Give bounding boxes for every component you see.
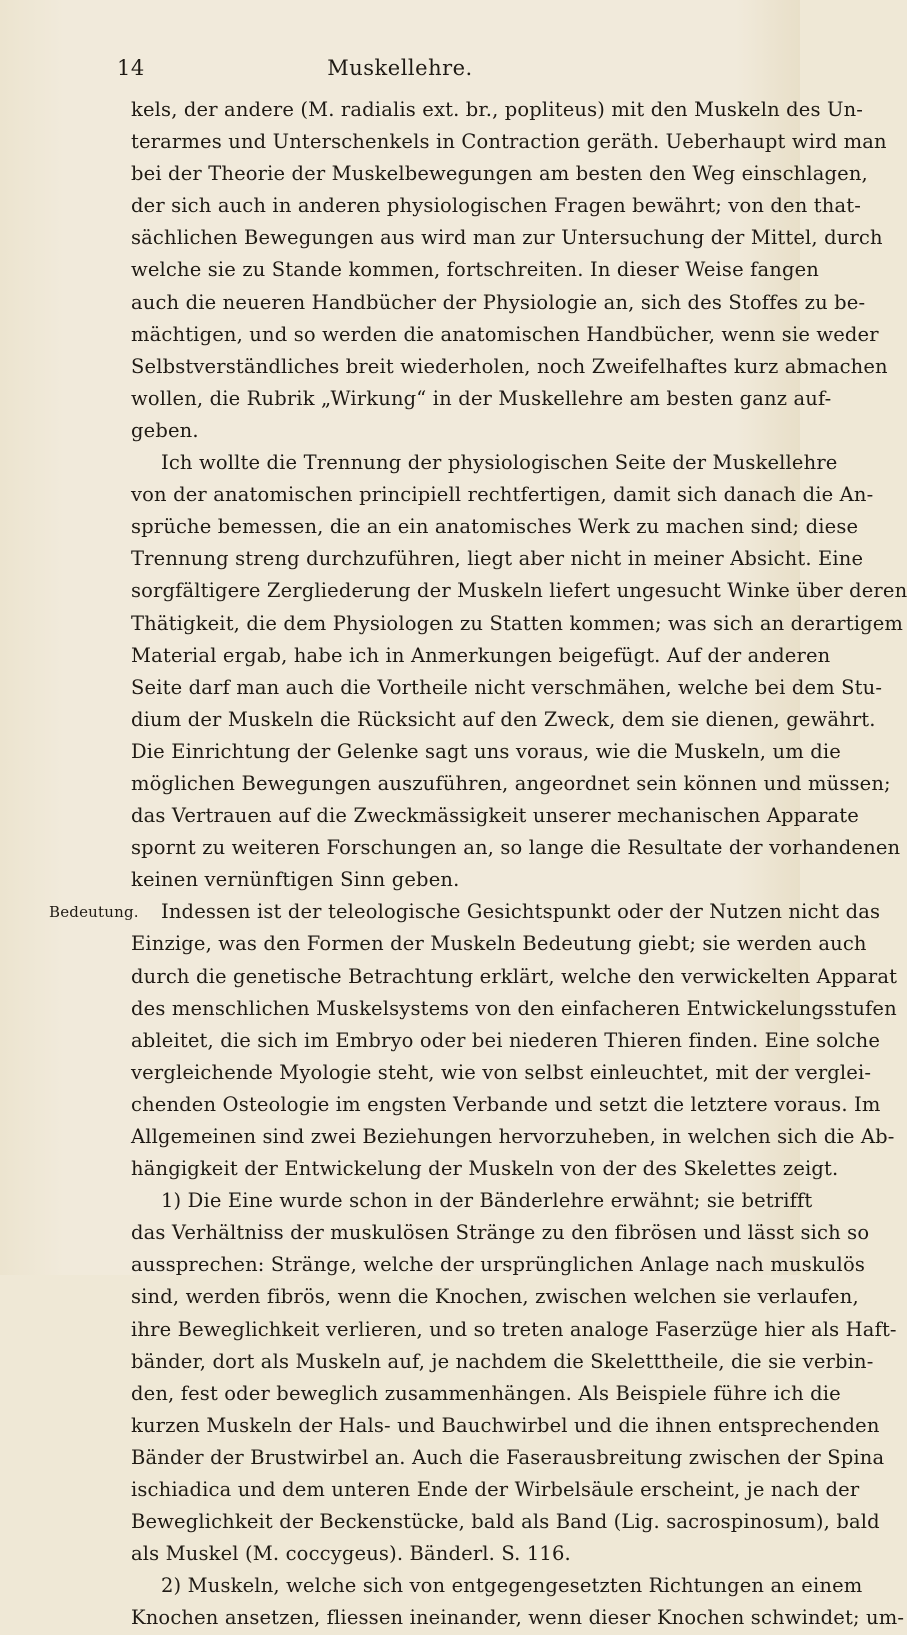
page-header — [0, 56, 800, 84]
text-line: Indessen ist der teleologische Gesichtspunkt oder der Nutzen nicht das — [161, 900, 881, 924]
text-line: Material ergab, habe ich in Anmerkungen beigefügt. Auf der anderen — [131, 643, 831, 667]
text-line: Die Einrichtung der Gelenke sagt uns voraus, wie die Muskeln, um die — [131, 739, 841, 763]
text-line: ihre Beweglichkeit verlieren, und so treten analoge Faserzüge hier als Haft- — [131, 1317, 897, 1341]
text-line: bänder, dort als Muskeln auf, je nachdem die Skeletttheile, die sie verbin- — [131, 1349, 874, 1373]
text-line: den, fest oder beweglich zusammenhängen. Als Beispiele führe ich die — [131, 1381, 841, 1405]
text-line: keinen vernünftigen Sinn geben. — [131, 868, 460, 892]
text-line: ischiadica und dem unteren Ende der Wirbelsäule erscheint, je nach der — [131, 1478, 860, 1502]
text-line: 2) Muskeln, welche sich von entgegengesetzten Richtungen an einem — [161, 1574, 863, 1598]
text-line: sächlichen Bewegungen aus wird man zur Untersuchung der Mittel, durch — [131, 226, 883, 250]
text-line: der sich auch in anderen physiologischen Fragen bewährt; von den that- — [131, 194, 861, 218]
text-line: das Verhältniss der muskulösen Stränge zu den fibrösen und lässt sich so — [131, 1221, 870, 1245]
text-line: Knochen ansetzen, fliessen ineinander, wenn dieser Knochen schwindet; um- — [131, 1606, 905, 1630]
text-line: dium der Muskeln die Rücksicht auf den Zweck, dem sie dienen, gewährt. — [131, 707, 876, 731]
margin-note: Bedeutung. — [49, 903, 139, 921]
text-line: des menschlichen Muskelsystems von den einfacheren Entwickelungsstufen — [131, 996, 897, 1020]
text-line: Bänder der Brustwirbel an. Auch die Faserausbreitung zwischen der Spina — [131, 1445, 885, 1469]
text-line: vergleichende Myologie steht, wie von selbst einleuchtet, mit der verglei- — [131, 1060, 872, 1084]
text-line: Einzige, was den Formen der Muskeln Bedeutung giebt; sie werden auch — [131, 932, 867, 956]
text-line: aussprechen: Stränge, welche der ursprünglichen Anlage nach muskulös — [131, 1253, 865, 1277]
text-line: möglichen Bewegungen auszuführen, angeordnet sein können und müssen; — [131, 771, 891, 795]
text-line: Seite darf man auch die Vortheile nicht verschmähen, welche bei dem Stu- — [131, 675, 883, 699]
text-line: mächtigen, und so werden die anatomischen Handbücher, wenn sie weder — [131, 322, 879, 346]
text-line: chenden Osteologie im engsten Verbande und setzt die letztere voraus. Im — [131, 1092, 881, 1116]
text-line: Thätigkeit, die dem Physiologen zu Statten kommen; was sich an derartigem — [131, 611, 904, 635]
body-text — [131, 94, 907, 1635]
text-line: sprüche bemessen, die an ein anatomisches Werk zu machen sind; diese — [131, 515, 859, 539]
text-line: wollen, die Rubrik „Wirkung“ in der Muskellehre am besten ganz auf- — [131, 386, 832, 410]
text-line: spornt zu weiteren Forschungen an, so lange die Resultate der vorhandenen — [131, 836, 901, 860]
text-line: terarmes und Unterschenkels in Contraction geräth. Ueberhaupt wird man — [131, 130, 887, 154]
text-line: kurzen Muskeln der Hals- und Bauchwirbel und die ihnen entsprechenden — [131, 1413, 880, 1437]
text-line: Trennung streng durchzuführen, liegt aber nicht in meiner Absicht. Eine — [131, 547, 864, 571]
text-line: kels, der andere (M. radialis ext. br., popliteus) mit den Muskeln des Un- — [131, 98, 864, 121]
text-line: durch die genetische Betrachtung erklärt, welche den verwickelten Apparat — [131, 964, 898, 988]
text-line: Selbstverständliches breit wiederholen, noch Zweifelhaftes kurz abmachen — [131, 354, 888, 378]
text-line: 1) Die Eine wurde schon in der Bänderlehre erwähnt; sie betrifft — [161, 1189, 813, 1213]
page-number: 14 — [117, 56, 145, 80]
text-line: bei der Theorie der Muskelbewegungen am besten den Weg einschlagen, — [131, 162, 868, 186]
text-line: hängigkeit der Entwickelung der Muskeln von der des Skelettes zeigt. — [131, 1157, 839, 1181]
text-line: das Vertrauen auf die Zweckmässigkeit unserer mechanischen Apparate — [131, 804, 859, 828]
running-title: Muskellehre. — [327, 56, 473, 80]
text-line: Beweglichkeit der Beckenstücke, bald als Band (Lig. sacrospinosum), bald — [131, 1510, 880, 1534]
text-line: ableitet, die sich im Embryo oder bei niederen Thieren finden. Eine solche — [131, 1028, 881, 1052]
text-line: von der anatomischen principiell rechtfertigen, damit sich danach die An- — [131, 483, 874, 507]
text-line: als Muskel (M. coccygeus). Bänderl. S. 116. — [131, 1542, 571, 1566]
text-line: geben. — [131, 418, 199, 442]
text-line: welche sie zu Stande kommen, fortschreiten. In dieser Weise fangen — [131, 258, 820, 282]
text-line: sorgfältigere Zergliederung der Muskeln liefert ungesucht Winke über deren — [131, 579, 907, 603]
text-line: auch die neueren Handbücher der Physiologie an, sich des Stoffes zu be- — [131, 290, 866, 314]
text-line: Allgemeinen sind zwei Beziehungen hervorzuheben, in welchen sich die Ab- — [131, 1125, 895, 1148]
text-line: Ich wollte die Trennung der physiologischen Seite der Muskellehre — [161, 451, 838, 475]
text-line: sind, werden fibrös, wenn die Knochen, zwischen welchen sie verlaufen, — [131, 1285, 859, 1309]
